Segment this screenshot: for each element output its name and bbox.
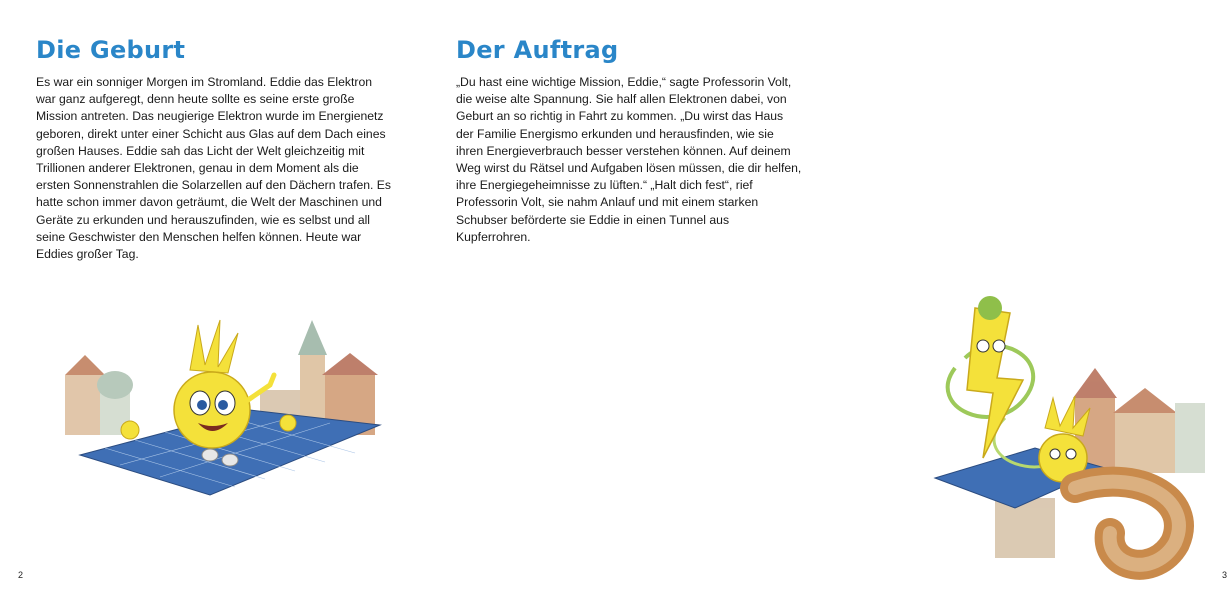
page-title: Der Auftrag	[456, 36, 619, 64]
page-number: 3	[1222, 570, 1227, 580]
page-title: Die Geburt	[36, 36, 186, 64]
left-page	[0, 0, 419, 595]
right-page	[420, 0, 1227, 595]
eddie-birth-illustration	[60, 315, 390, 505]
professor-volt-illustration	[905, 268, 1215, 578]
story-paragraph: Es war ein sonniger Morgen im Stromland. Eddie das Elektron war ganz aufgeregt, denn heute sollte es seine erste große Mission antreten. Das neugierige Elektron wurde im Energienetz geboren, direkt unter einer Schicht aus Glas auf dem Dach eines großen Hauses. Eddie sah das Licht der Welt gleichzeitig mit Trillionen anderer Elektronen, genau in dem Moment als die ersten Sonnenstrahlen die Solarzellen auf den Dächern trafen. Es hatte schon immer davon geträumt, die Welt der Maschinen und Geräte zu erkunden und herauszufinden, wie es selbst und all seine Geschwister den Menschen helfen können. Heute war Eddies großer Tag.	[36, 75, 392, 262]
page-number: 2	[18, 570, 24, 580]
story-paragraph: „Du hast eine wichtige Mission, Eddie,“ sagte Professorin Volt, die weise alte Spannung. Sie half allen Elektronen dabei, von Geburt an so richtig in Fahrt zu kommen. „Du wirst das Haus der Familie Energismo erkunden und herausfinden, wie sie ihren Energieverbrauch besser verstehen können. Auf deinem Weg wirst du Rätsel und Aufgaben lösen müssen, die dir helfen, ihre Energiegeheimnisse zu lüften.“ „Halt dich fest“, rief Professorin Volt, sie nahm Anlauf und mit einem starken Schubser beförderte sie Eddie in einen Tunnel aus Kupferrohren.	[456, 75, 802, 244]
